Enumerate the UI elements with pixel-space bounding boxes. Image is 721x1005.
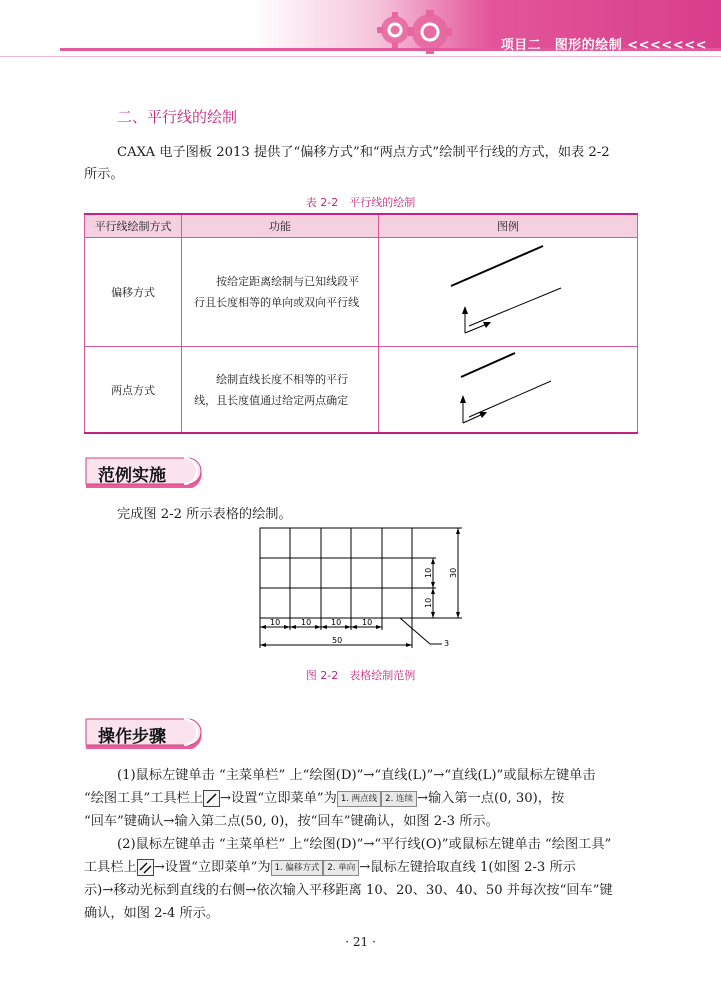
desc-cell: 按给定距离绘制与已知线段平行且长度相等的单向或双向平行线	[182, 238, 379, 347]
offset-mode-illustration	[379, 238, 637, 343]
dim-row-2: 10	[424, 597, 433, 608]
example-banner	[84, 456, 208, 490]
menu-field-line-type: 1. 两点线	[337, 791, 381, 807]
example-text: 完成图 2-2 所示表格的绘制。	[117, 507, 292, 522]
mode-cell: 偏移方式	[85, 238, 182, 347]
gear-icon	[360, 2, 470, 62]
header-cell-illustration: 图例	[378, 214, 637, 238]
dim-total-height: 30	[449, 567, 458, 578]
menu-field-parallel-mode: 1. 偏移方式	[271, 860, 324, 876]
step2-text-b3: →鼠标左键拾取直线 1(如图 2-3 所示	[359, 860, 576, 875]
table-row	[85, 347, 638, 434]
dim-cell-4: 10	[362, 618, 373, 627]
example-banner-label: 范例实施	[98, 466, 166, 486]
step2-line-a: (2)鼠标左键单击 “主菜单栏” 上“绘图(D)”→“平行线(O)”或鼠标左键单击 “绘图工具”	[117, 837, 612, 852]
table-header-row	[85, 214, 638, 238]
step2-line-d: 确认，如图 2-4 所示。	[84, 906, 220, 921]
step1-text-b2: →设置“立即菜单”为	[219, 791, 337, 806]
dim-total-width: 50	[332, 636, 343, 645]
steps-banner	[84, 717, 208, 751]
table-caption: 表 2-2 平行线的绘制	[305, 196, 416, 209]
step2-text-b2: →设置“立即菜单”为	[153, 860, 271, 875]
two-point-mode-illustration	[379, 347, 637, 429]
illustration-cell	[378, 347, 637, 434]
menu-field-mode: 2. 连续	[381, 791, 417, 807]
dim-row-1: 10	[424, 567, 433, 578]
illustration-cell	[378, 238, 637, 347]
line-tool-icon	[203, 790, 220, 807]
step1-line-c: “回车”键确认→输入第二点(50, 0)，按“回车”键确认，如图 2-3 所示。	[84, 814, 499, 829]
step1-text-b3: →输入第一点(0, 30)，按	[416, 791, 565, 806]
page-number: · 21 ·	[345, 935, 376, 949]
steps-banner-label: 操作步骤	[98, 727, 166, 747]
figure-caption: 图 2-2 表格绘制范例	[305, 669, 416, 682]
parallel-line-table	[84, 213, 638, 434]
header-rule-thin	[0, 56, 721, 57]
step1-line-a: (1)鼠标左键单击 “主菜单栏” 上“绘图(D)”→“直线(L)”→“直线(L)”或鼠标左键单击	[117, 768, 596, 783]
table-drawing-figure	[250, 520, 470, 662]
mode-cell: 两点方式	[85, 347, 182, 434]
chapter-title: 项目二 图形的绘制 <<<<<<<	[500, 38, 707, 53]
page-header	[0, 0, 721, 66]
header-cell-function: 功能	[182, 214, 379, 238]
step2-text-b1: 工具栏上	[84, 860, 137, 875]
dim-cell-3: 10	[331, 618, 342, 627]
section-title: 二、平行线的绘制	[117, 108, 238, 126]
intro-line-2: 所示。	[84, 167, 124, 182]
step1-line-b	[84, 787, 564, 810]
table-row	[85, 238, 638, 347]
desc-cell: 绘制直线长度不相等的平行线，且长度值通过给定两点确定	[182, 347, 379, 434]
dim-cell-1: 10	[270, 618, 281, 627]
step1-text-b1: “绘图工具”工具栏上	[84, 791, 203, 806]
step2-line-c: 示)→移动光标到直线的右侧→依次输入平移距离 10、20、30、40、50 并每次按“回车”键	[84, 883, 613, 898]
dim-cell-2: 10	[301, 618, 312, 627]
step2-line-b	[84, 856, 576, 879]
header-cell-mode: 平行线绘制方式	[85, 214, 182, 238]
menu-field-direction: 2. 单向	[323, 860, 359, 876]
intro-line-1: CAXA 电子图板 2013 提供了“偏移方式”和“两点方式”绘制平行线的方式，如表 2-2	[117, 145, 610, 160]
dim-note: 3	[444, 639, 450, 648]
parallel-tool-icon	[137, 859, 154, 876]
